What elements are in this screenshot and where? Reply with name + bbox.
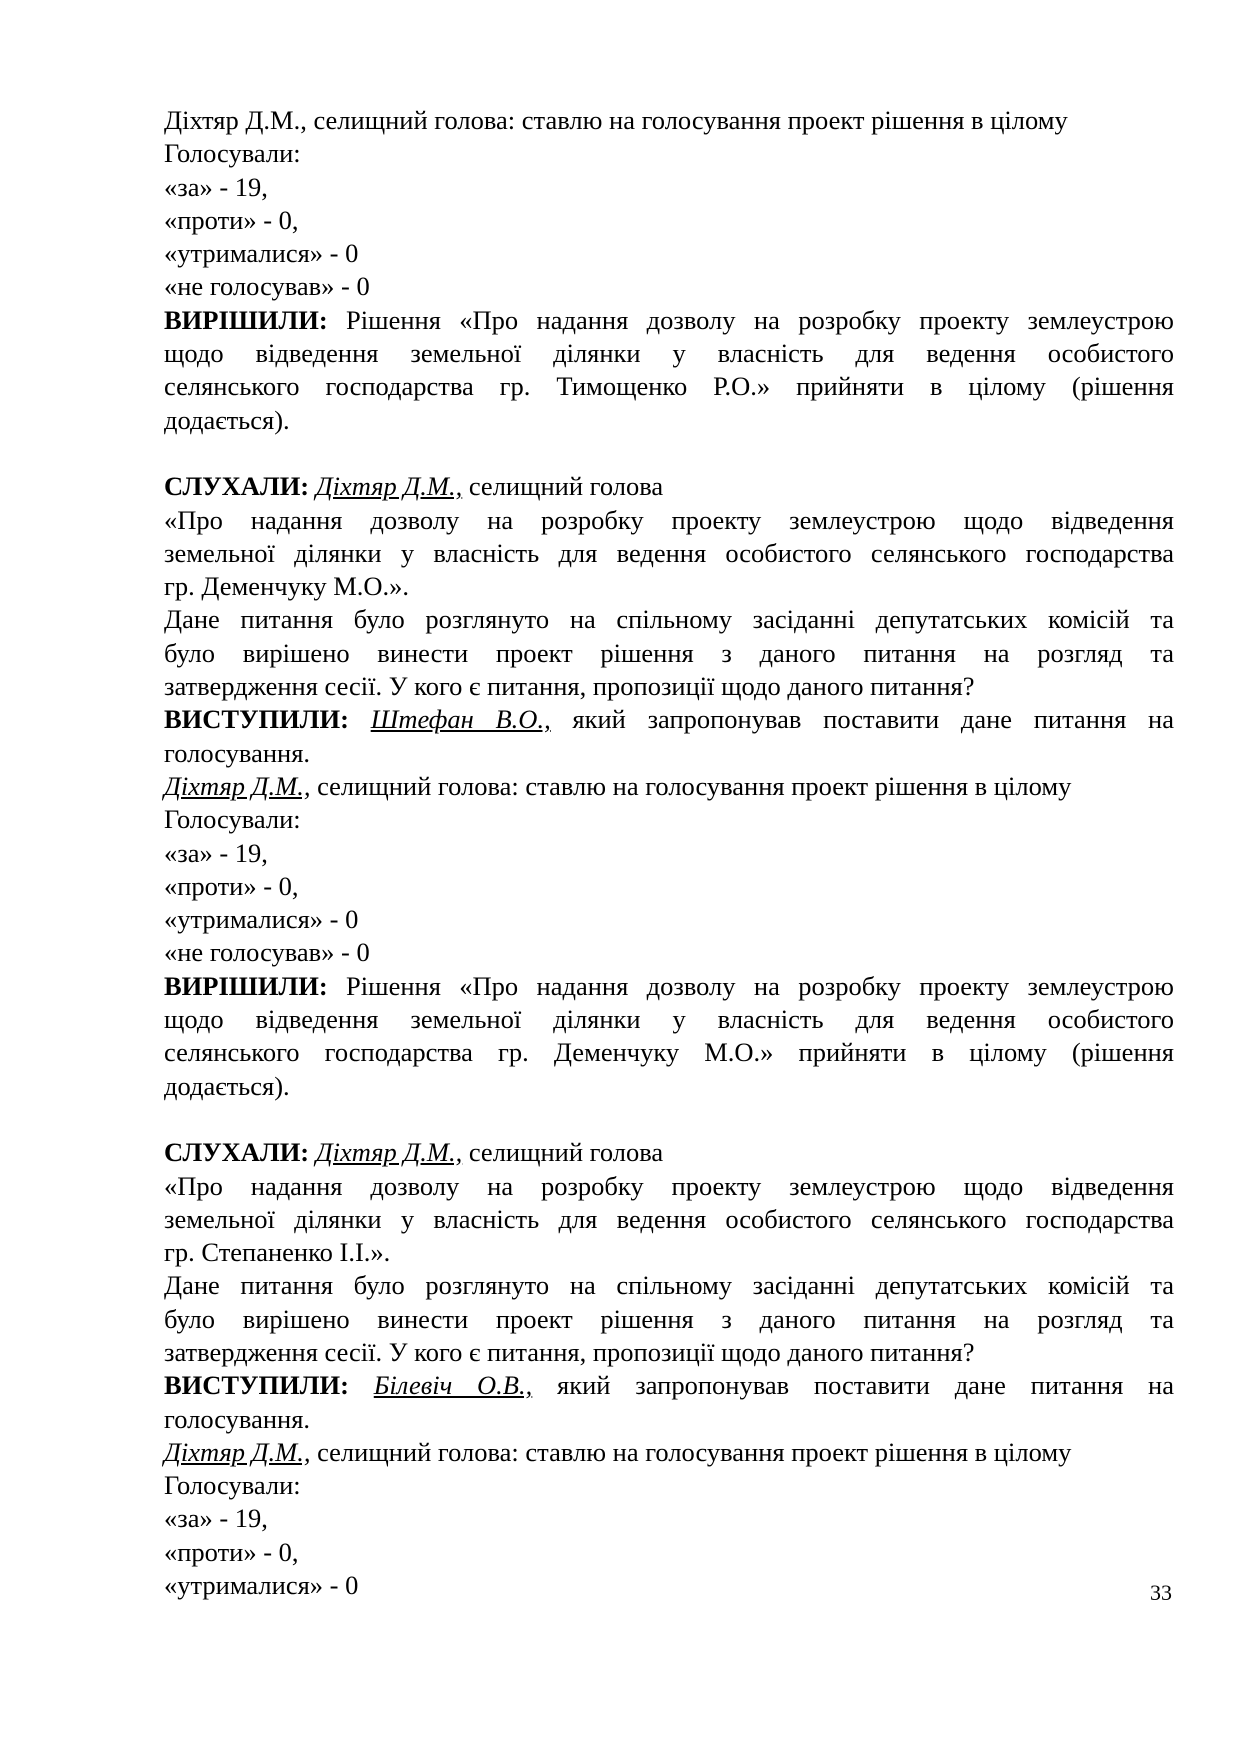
chair-vote-text: селищний голова: ставлю на голосування проект рішення в цілому [310, 1436, 1072, 1467]
note-line: Дане питання було розглянуто на спільному засіданні депутатських комісій та [164, 1270, 1174, 1301]
decision-line: селянського господарства гр. Деменчуку М.О.» прийняти в цілому (рішення [164, 1037, 1174, 1068]
speech-end: голосування. [164, 737, 311, 768]
note-line: було вирішено винести проект рішення з даного питання на розгляд та [164, 1303, 1174, 1334]
spoke-label: ВИСТУПИЛИ: [164, 1370, 349, 1401]
note-line: затвердження сесії. У кого є питання, пропозиції щодо даного питання? [164, 671, 975, 702]
chair-vote-call [164, 770, 1174, 803]
votes-not-voted: «не голосував» - 0 [164, 271, 370, 302]
page-number: 33 [1150, 1580, 1172, 1605]
note-line: затвердження сесії. У кого є питання, пропозиції щодо даного питання? [164, 1336, 975, 1367]
chair-name: Діхтяр Д.М., [315, 471, 463, 502]
spacer [164, 1103, 1174, 1136]
chair-vote-call [164, 1436, 1174, 1469]
votes-for: «за» - 19, [164, 171, 268, 202]
topic-line: земельної ділянки у власність для ведення особистого селянського господарства [164, 537, 1174, 568]
heard-label: СЛУХАЛИ: [164, 471, 310, 502]
votes-abstained: «утрималися» - 0 [164, 238, 359, 269]
decision-line: щодо відведення земельної ділянки у власність для ведення особистого [164, 1004, 1174, 1035]
votes-abstained: «утрималися» - 0 [164, 904, 359, 935]
chair-role: селищний голова [462, 471, 664, 502]
topic-line: земельної ділянки у власність для ведення особистого селянського господарства [164, 1203, 1174, 1234]
chair-vote-call: Діхтяр Д.М., селищний голова: ставлю на голосування проект рішення в цілому [164, 105, 1068, 135]
speech-end: голосування. [164, 1403, 311, 1434]
chair-vote-text: селищний голова: ставлю на голосування проект рішення в цілому [310, 770, 1072, 801]
spoke-line [164, 703, 1174, 736]
decision-text: Рішення «Про надання дозволу на розробку проекту землеустрою [327, 304, 1174, 335]
note-line: було вирішено винести проект рішення з даного питання на розгляд та [164, 637, 1174, 668]
speech-text: який запропонував поставити дане питання на [532, 1370, 1174, 1401]
decision-text: Рішення «Про надання дозволу на розробку проекту землеустрою [327, 970, 1174, 1001]
topic-line: «Про надання дозволу на розробку проекту землеустрою щодо відведення [164, 1170, 1174, 1201]
document-page [164, 104, 1174, 1602]
spoke-line [164, 1369, 1174, 1402]
topic-line: «Про надання дозволу на розробку проекту землеустрою щодо відведення [164, 504, 1174, 535]
speaker-name: Штефан В.О., [370, 704, 551, 735]
topic-line: гр. Деменчуку М.О.». [164, 571, 410, 602]
heard-line [164, 470, 1174, 503]
chair-name: Діхтяр Д.М., [164, 1436, 311, 1467]
decision-line: щодо відведення земельної ділянки у власність для ведення особистого [164, 338, 1174, 369]
spoke-label: ВИСТУПИЛИ: [164, 704, 349, 735]
topic-line: гр. Степаненко І.І.». [164, 1237, 391, 1268]
decision-line [164, 304, 1174, 337]
votes-not-voted: «не голосував» - 0 [164, 937, 370, 968]
decided-label: ВИРІШИЛИ: [164, 970, 328, 1001]
decision-line: додається). [164, 404, 290, 435]
votes-for: «за» - 19, [164, 1503, 268, 1534]
speaker-name: Білевіч О.В., [373, 1370, 533, 1401]
decision-line: селянського господарства гр. Тимощенко Р.О.» прийняти в цілому (рішення [164, 371, 1174, 402]
votes-against: «проти» - 0, [164, 870, 299, 901]
note-line: Дане питання було розглянуто на спільному засіданні депутатських комісій та [164, 604, 1174, 635]
votes-against: «проти» - 0, [164, 1536, 299, 1567]
heard-label: СЛУХАЛИ: [164, 1137, 310, 1168]
spacer [164, 437, 1174, 470]
votes-for: «за» - 19, [164, 837, 268, 868]
chair-name: Діхтяр Д.М., [164, 770, 311, 801]
votes-title: Голосували: [164, 1470, 301, 1501]
speech-text: який запропонував поставити дане питання на [550, 704, 1174, 735]
chair-name: Діхтяр Д.М., [315, 1137, 463, 1168]
votes-against: «проти» - 0, [164, 204, 299, 235]
decision-line: додається). [164, 1070, 290, 1101]
decision-line [164, 970, 1174, 1003]
heard-line [164, 1136, 1174, 1169]
decided-label: ВИРІШИЛИ: [164, 304, 328, 335]
chair-role: селищний голова [462, 1137, 664, 1168]
votes-abstained: «утрималися» - 0 [164, 1570, 359, 1601]
votes-title: Голосували: [164, 804, 301, 835]
votes-title: Голосували: [164, 138, 301, 169]
